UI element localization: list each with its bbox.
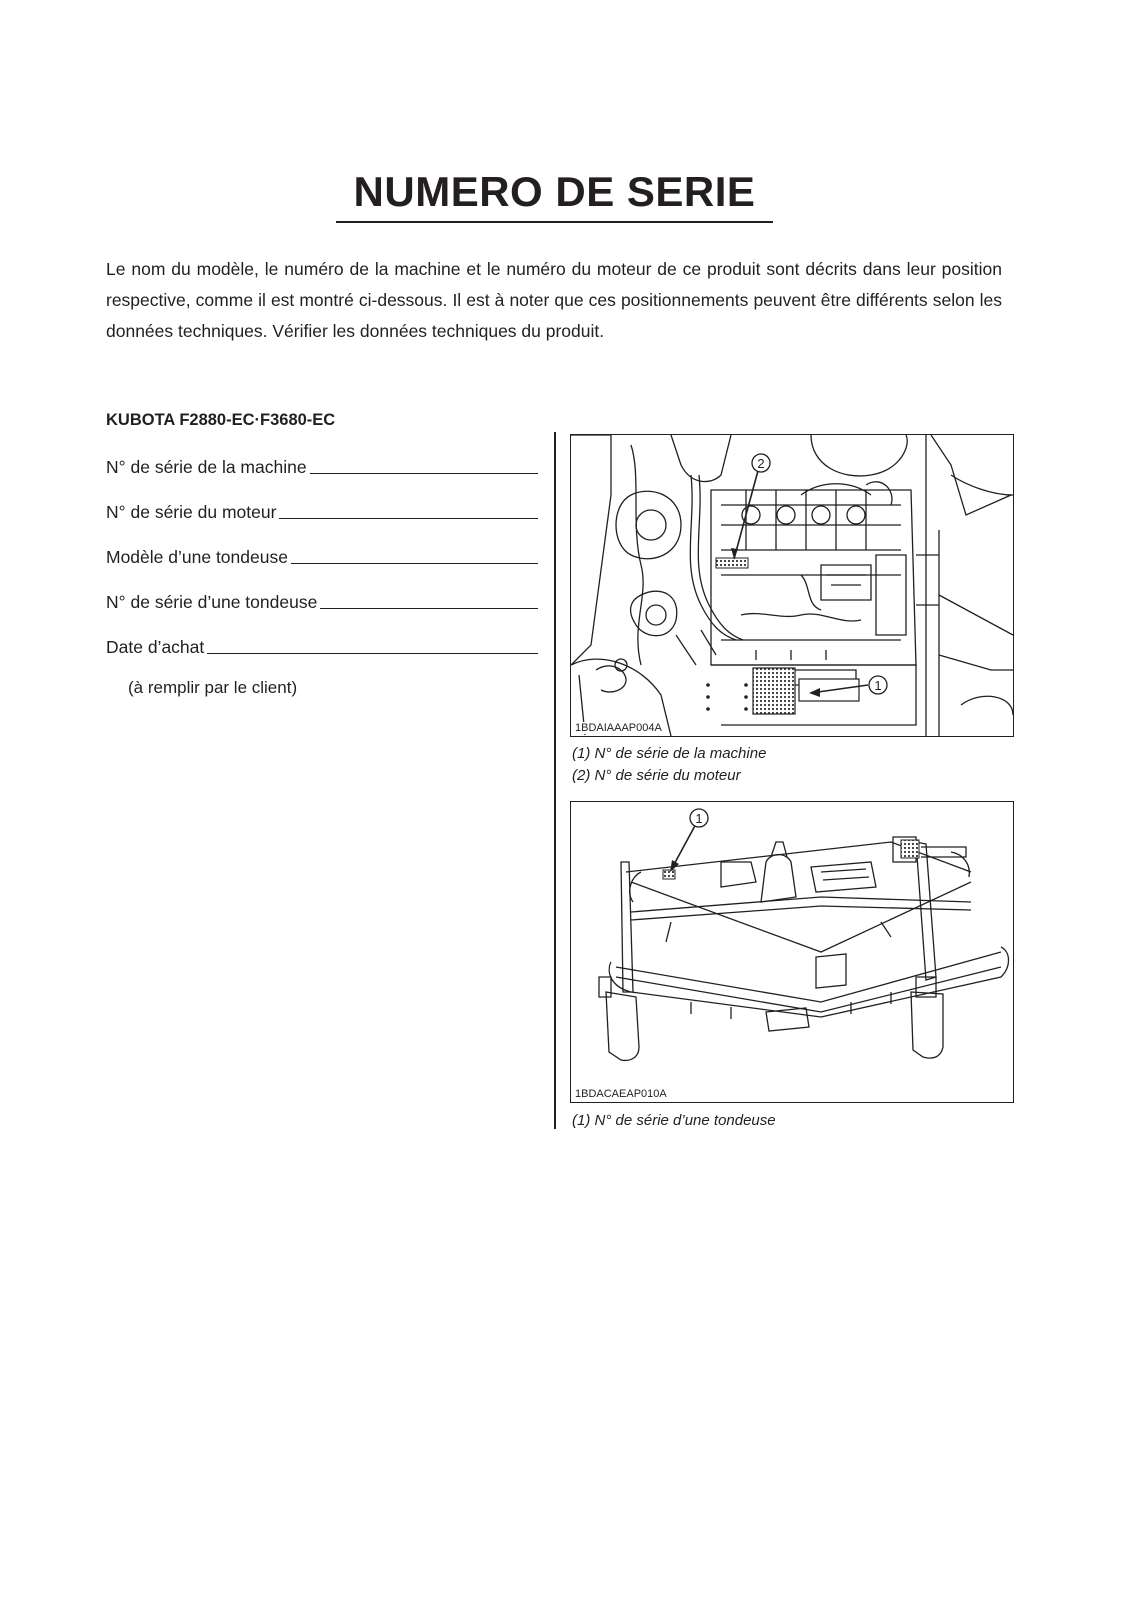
mower-serial-plate	[663, 870, 675, 879]
engine-serial-line[interactable]	[279, 518, 538, 519]
title-underline	[336, 221, 773, 223]
mower-model-label: Modèle d’une tondeuse	[106, 547, 288, 567]
intro-paragraph: Le nom du modèle, le numéro de la machine et le numéro du moteur de ce produit sont décrits dans leur position respective, comme il est montré ci-dessous. Il est à noter que ces positionnements peuvent être différents selon les données techniques. Vérifier les données techniques du produit.	[106, 259, 1002, 341]
mower-figure	[570, 801, 1014, 1103]
engine-illustration	[571, 435, 1013, 736]
engine-serial-plate	[716, 558, 748, 568]
page-title: NUMERO DE SERIE	[353, 168, 756, 215]
engine-serial-field[interactable]	[106, 499, 538, 523]
mower-model-line[interactable]	[291, 563, 538, 564]
column-divider	[554, 432, 556, 1129]
purchase-date-field[interactable]	[106, 634, 538, 658]
engine-figure	[570, 434, 1014, 737]
machine-serial-field[interactable]	[106, 454, 538, 478]
fill-in-note: (à remplir par le client)	[128, 678, 298, 697]
figure-caption: (2) N° de série du moteur	[572, 767, 741, 784]
mower-serial-label: N° de série d’une tondeuse	[106, 592, 318, 612]
figure-code: 1BDACAEAP010A	[575, 1088, 671, 1100]
mower-serial-field[interactable]	[106, 589, 538, 613]
callout-1-number: 1	[874, 678, 882, 693]
figure-code: 1BDAIAAAP004A	[575, 722, 666, 734]
mower-serial-line[interactable]	[320, 608, 538, 609]
machine-serial-label: N° de série de la machine	[106, 457, 307, 477]
engine-serial-label: N° de série du moteur	[106, 502, 277, 522]
machine-serial-plate	[753, 668, 795, 714]
mower-illustration	[571, 802, 1013, 1102]
figure-caption: (1) N° de série de la machine	[572, 745, 767, 762]
purchase-date-label: Date d’achat	[106, 637, 205, 657]
callout-1-number: 1	[695, 811, 703, 826]
purchase-date-line[interactable]	[207, 653, 538, 654]
model-heading: KUBOTA F2880-EC·F3680-EC	[106, 411, 336, 429]
mower-model-field[interactable]	[106, 544, 538, 568]
callout-2-number: 2	[757, 456, 765, 471]
figure-caption: (1) N° de série d’une tondeuse	[572, 1112, 776, 1129]
machine-serial-line[interactable]	[310, 473, 538, 474]
